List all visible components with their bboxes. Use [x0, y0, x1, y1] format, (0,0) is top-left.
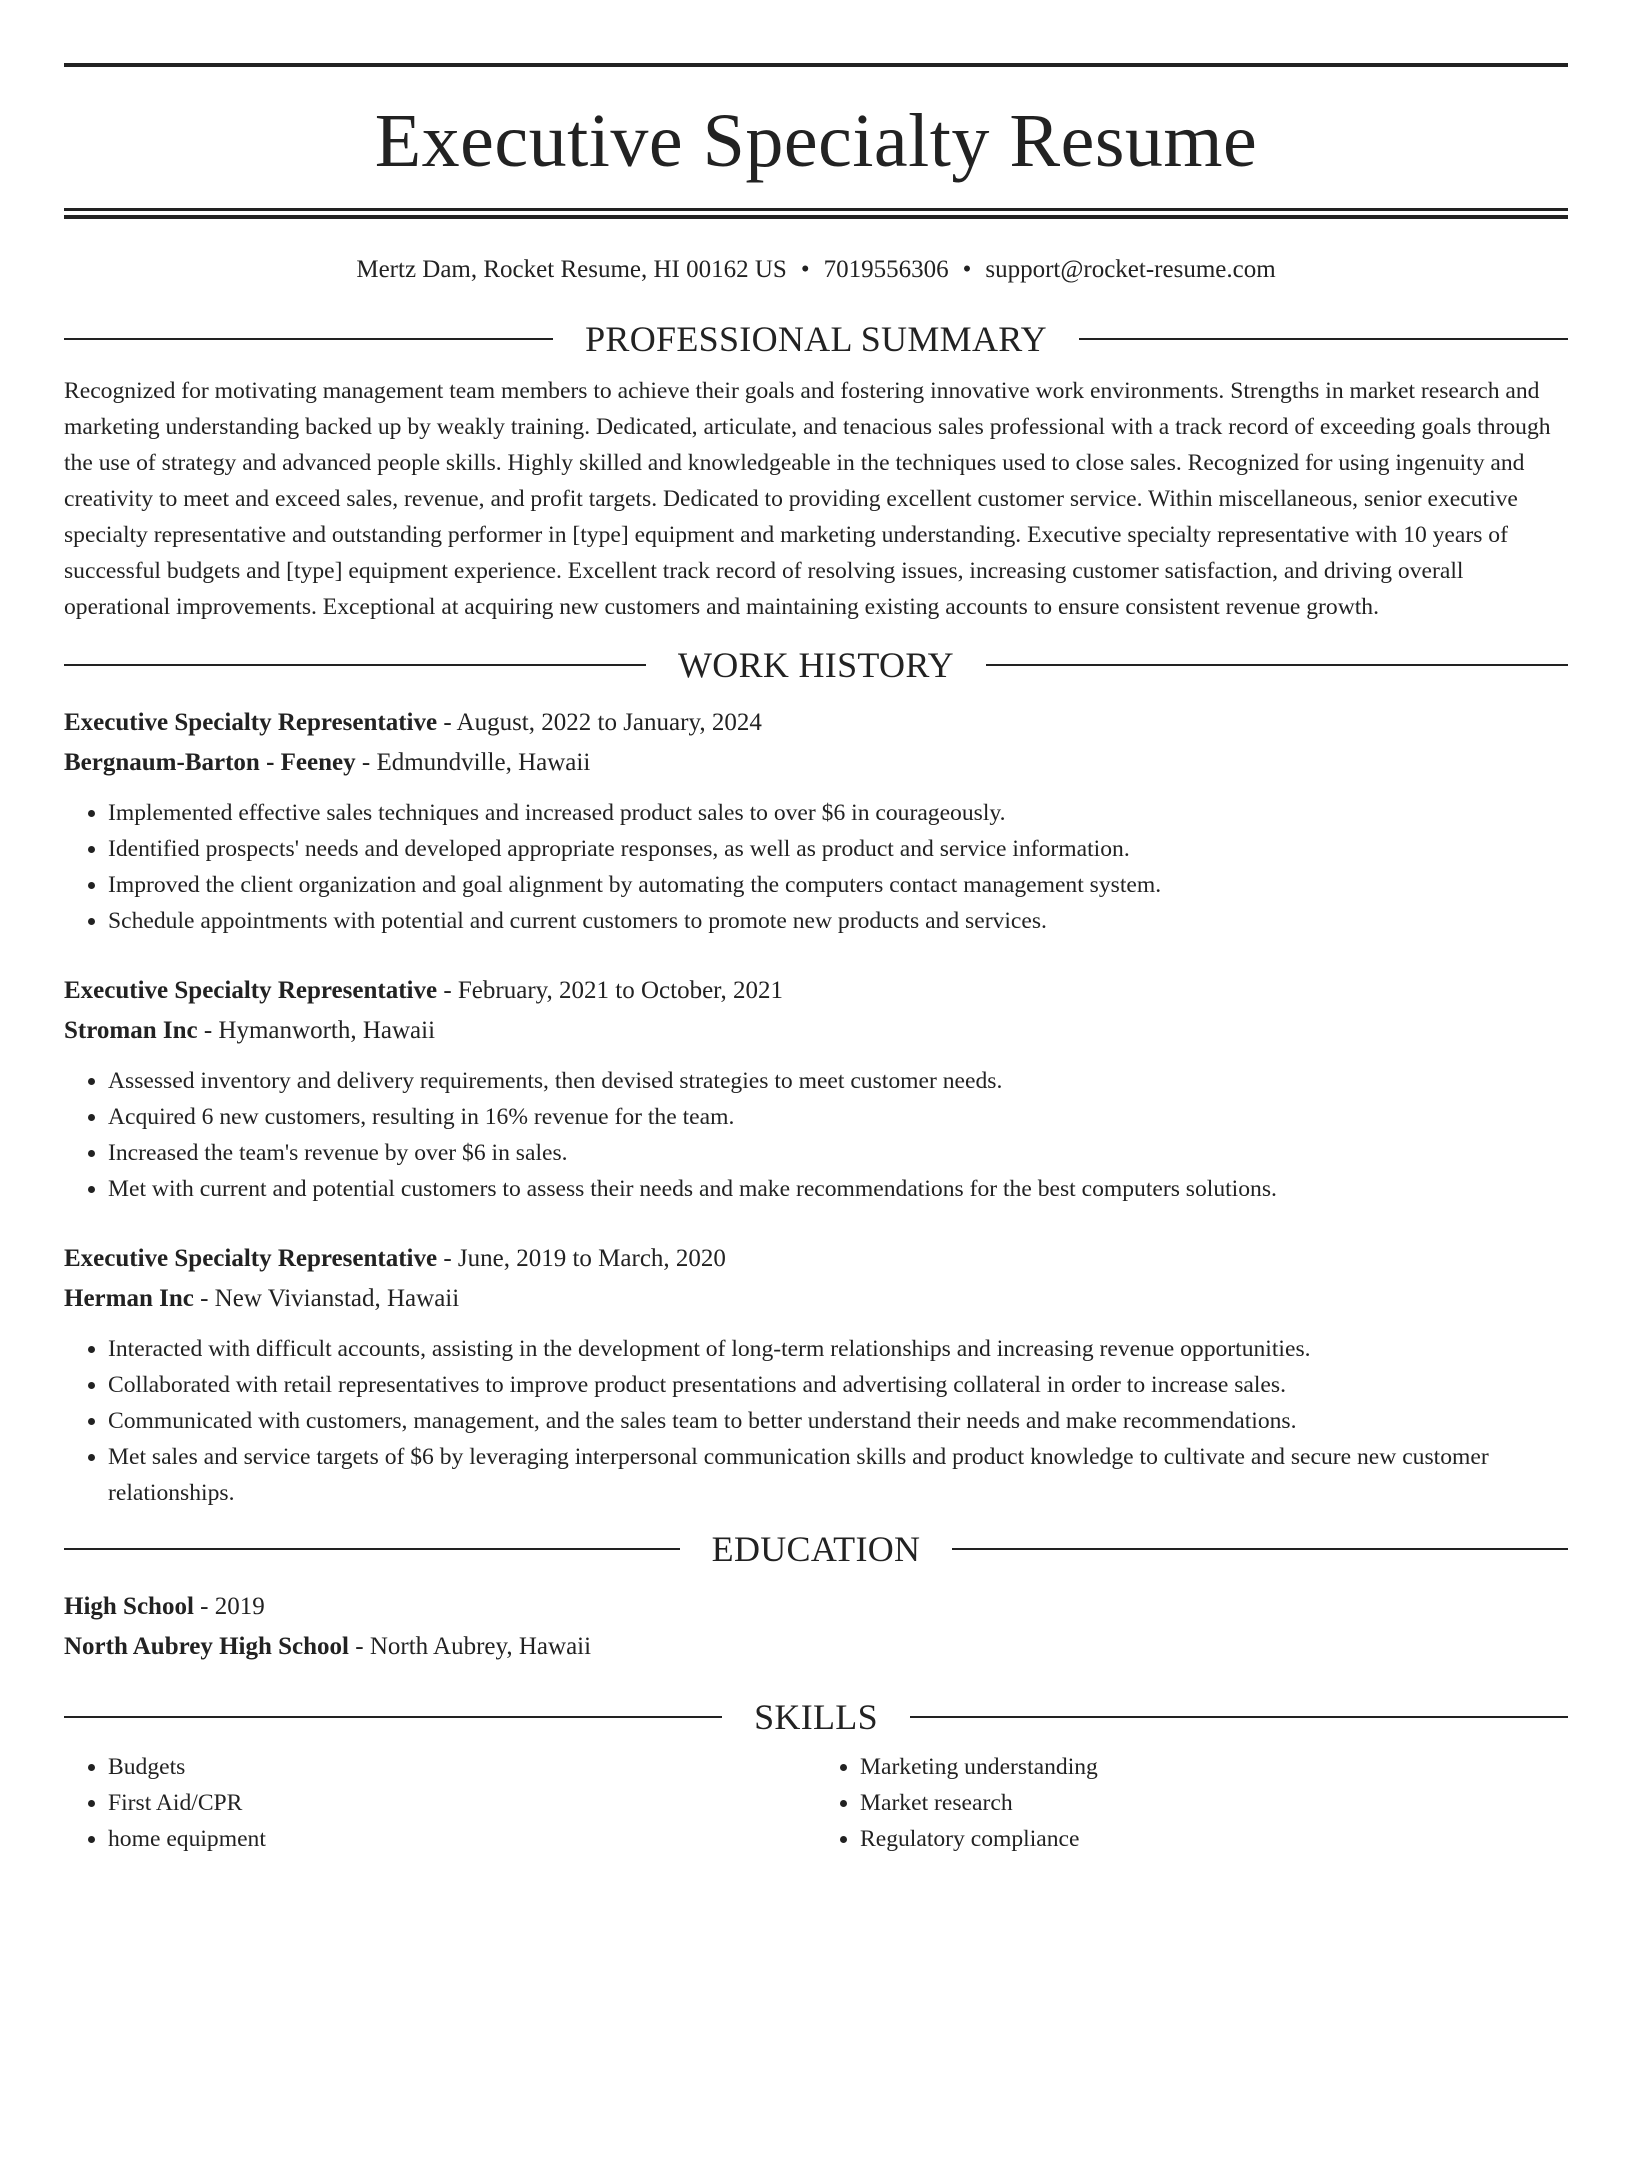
skills-heading-label: SKILLS: [754, 1697, 878, 1737]
heading-rule-left: [64, 1716, 722, 1718]
job-bullet: • Increased the team's revenue by over $6 in sales.: [108, 1135, 1568, 1171]
contact-separator: •: [962, 256, 972, 283]
contact-phone: 7019556306: [823, 256, 949, 283]
job-location: - Hymanworth, Hawaii: [197, 1017, 436, 1044]
heading-rule-left: [64, 1548, 680, 1550]
job-location: - New Vivianstad, Hawaii: [193, 1285, 460, 1312]
work-history-heading: [64, 645, 1568, 685]
summary-heading-label: PROFESSIONAL SUMMARY: [585, 319, 1047, 359]
summary-text: Recognized for motivating management team members to achieve their goals and fostering innovative work environments. Strengths in market research and marketing understanding backed up by weakly training. Dedicated, articulate, and tenacious sales professional with a track record of exceeding goals through the use of strategy and advanced people skills. Highly skilled and knowledgeable in the techniques used to close sales. Recognized for using ingenuity and creativity to meet and exceed sales, revenue, and profit targets. Dedicated to providing excellent customer service. Within miscellaneous, senior executive specialty representative and outstanding performer in [type] equipment and marketing understanding. Executive specialty representative with 10 years of successful budgets and [type] equipment experience. Excellent track record of resolving issues, increasing customer satisfaction, and driving overall operational improvements. Exceptional at acquiring new customers and maintaining existing accounts to ensure consistent revenue growth.: [64, 378, 1551, 620]
job-bullet: • Identified prospects' needs and developed appropriate responses, as well as product and service information.: [108, 831, 1568, 867]
summary-heading: [64, 319, 1568, 359]
education-year: - 2019: [193, 1593, 265, 1620]
heading-rule-right: [952, 1548, 1568, 1550]
contact-separator: •: [800, 256, 810, 283]
heading-rule-right: [986, 664, 1568, 666]
job-company-line: [64, 743, 1568, 783]
skills-heading: [64, 1697, 1568, 1737]
skills-grid: [64, 1749, 1568, 1857]
education-degree: High School: [64, 1593, 194, 1620]
job-company: Stroman Inc: [64, 1017, 198, 1044]
job-bullet: • Communicated with customers, management, and the sales team to better understand their needs and make recommendations.: [108, 1403, 1568, 1439]
education-entry: [64, 1587, 1568, 1667]
resume-page: [0, 63, 1632, 2175]
job-bullet: • Collaborated with retail representatives to improve product presentations and advertising collateral in order to increase sales.: [108, 1367, 1568, 1403]
job-title: Executive Specialty Representative: [64, 1245, 438, 1272]
job-entry: [64, 971, 1568, 1207]
job-bullet: • Implemented effective sales techniques and increased product sales to over $6 in courageously.: [108, 795, 1568, 831]
skills-column-left: [64, 1749, 816, 1857]
job-dates: - February, 2021 to October, 2021: [437, 977, 783, 1004]
job-location: - Edmundville, Hawaii: [355, 749, 591, 776]
job-title: Executive Specialty Representative: [64, 709, 438, 736]
education-degree-line: [64, 1587, 1568, 1627]
heading-rule-right: [910, 1716, 1568, 1718]
skill-item: • Regulatory compliance: [860, 1821, 1568, 1857]
title-double-rule: [64, 208, 1568, 219]
education-heading-label: EDUCATION: [711, 1529, 921, 1569]
skill-item: • Market research: [860, 1785, 1568, 1821]
job-entry: [64, 703, 1568, 939]
job-title-line: [64, 1239, 1568, 1279]
job-bullet: • Schedule appointments with potential and current customers to promote new products and services.: [108, 903, 1568, 939]
job-entry: [64, 1239, 1568, 1511]
heading-rule-right: [1079, 338, 1568, 340]
job-company: Bergnaum-Barton - Feeney: [64, 749, 356, 776]
contact-address: Mertz Dam, Rocket Resume, HI 00162 US: [356, 256, 787, 283]
job-dates: - June, 2019 to March, 2020: [437, 1245, 726, 1272]
job-bullet: • Interacted with difficult accounts, assisting in the development of long-term relationships and increasing revenue opportunities.: [108, 1331, 1568, 1367]
job-title: Executive Specialty Representative: [64, 977, 438, 1004]
education-location: - North Aubrey, Hawaii: [349, 1633, 592, 1660]
job-bullet: • Acquired 6 new customers, resulting in 16% revenue for the team.: [108, 1099, 1568, 1135]
contact-line: [64, 255, 1568, 285]
contact-email: support@rocket-resume.com: [985, 256, 1276, 283]
job-bullet: • Met with current and potential customers to assess their needs and make recommendations for the best computers solutions.: [108, 1171, 1568, 1207]
heading-rule-left: [64, 664, 646, 666]
skill-item: • home equipment: [108, 1821, 816, 1857]
job-company: Herman Inc: [64, 1285, 194, 1312]
job-dates: - August, 2022 to January, 2024: [437, 709, 762, 736]
job-bullets: [64, 795, 1568, 939]
job-bullet: • Improved the client organization and goal alignment by automating the computers contact management system.: [108, 867, 1568, 903]
job-title-line: [64, 971, 1568, 1011]
job-company-line: [64, 1279, 1568, 1319]
education-school: North Aubrey High School: [64, 1633, 349, 1660]
resume-title: Executive Specialty Resume: [374, 99, 1258, 183]
heading-rule-left: [64, 338, 553, 340]
education-school-line: [64, 1627, 1568, 1667]
job-bullet: • Assessed inventory and delivery requirements, then devised strategies to meet customer needs.: [108, 1063, 1568, 1099]
skill-item: • Marketing understanding: [860, 1749, 1568, 1785]
job-title-line: [64, 703, 1568, 743]
skill-item: • Budgets: [108, 1749, 816, 1785]
job-bullet: • Met sales and service targets of $6 by leveraging interpersonal communication skills and product knowledge to cultivate and secure new customer relationships.: [108, 1439, 1568, 1511]
job-bullets: [64, 1331, 1568, 1511]
job-bullets: [64, 1063, 1568, 1207]
skills-column-right: [816, 1749, 1568, 1857]
work-history-heading-label: WORK HISTORY: [678, 645, 954, 685]
education-heading: [64, 1529, 1568, 1569]
job-company-line: [64, 1011, 1568, 1051]
skill-item: • First Aid/CPR: [108, 1785, 816, 1821]
